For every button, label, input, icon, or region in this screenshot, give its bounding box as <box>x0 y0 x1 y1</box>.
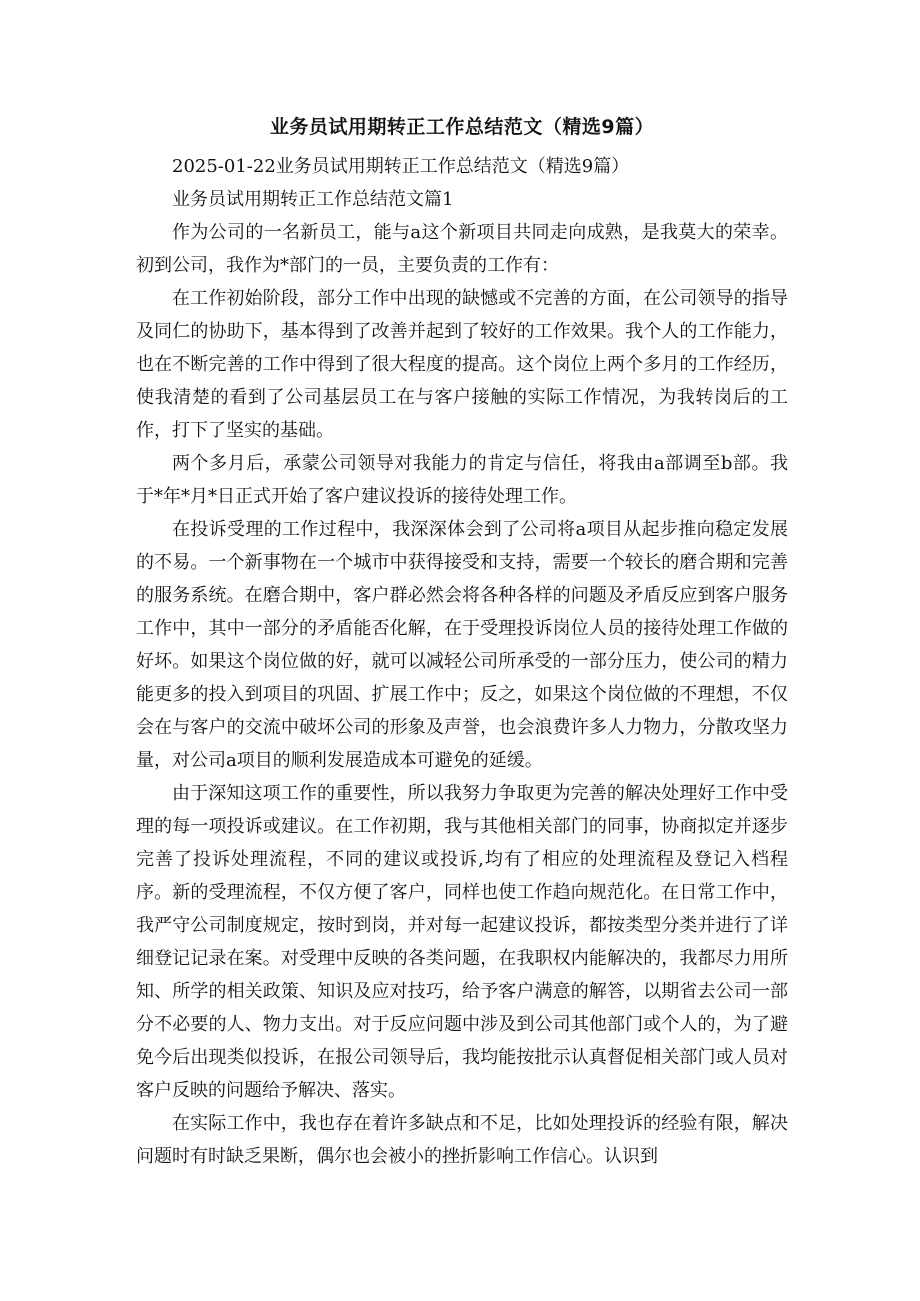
paragraph-1: 作为公司的一名新员工，能与a这个新项目共同走向成熟，是我莫大的荣幸。初到公司，我作为*部门的一员，主要负责的工作有： <box>136 222 788 276</box>
section-heading: 业务员试用期转正工作总结范文篇1 <box>172 189 454 210</box>
paragraph-5: 由于深知这项工作的重要性，所以我努力争取更为完善的解决处理好工作中受理的每一项投诉或建议。在工作初期，我与其他相关部门的同事，协商拟定并逐步完善了投诉处理流程，不同的建议或投诉,均有了相应的处理流程及登记入档程序。新的受理流程，不仅方便了客户，同样也使工作趋向规范化。在日常工作中，我严守公司制度规定，按时到岗，并对每一起建议投诉，都按类型分类并进行了详细登记记录在案。对受理中反映的各类问题，在我职权内能解决的，我都尽力用所知、所学的相关政策、知识及应对技巧，给予客户满意的解答，以期省去公司一部分不必要的人、物力支出。对于反应问题中涉及到公司其他部门或个人的，为了避免今后出现类似投诉，在报公司领导后，我均能按批示认真督促相关部门或人员对客户反映的问题给予解决、落实。 <box>136 783 788 1101</box>
document-page <box>136 112 788 1173</box>
paragraph-3: 两个多月后，承蒙公司领导对我能力的肯定与信任，将我由a部调至b部。我于*年*月*日正式开始了客户建议投诉的接待处理工作。 <box>136 453 788 507</box>
paragraph-6: 在实际工作中，我也存在着许多缺点和不足，比如处理投诉的经验有限，解决问题时有时缺乏果断，偶尔也会被小的挫折影响工作信心。认识到 <box>136 1113 788 1167</box>
document-date-line: 2025-01-22业务员试用期转正工作总结范文（精选9篇） <box>172 156 630 177</box>
document-title: 业务员试用期转正工作总结范文（精选9篇） <box>269 116 655 138</box>
paragraph-2: 在工作初始阶段，部分工作中出现的缺憾或不完善的方面，在公司领导的指导及同仁的协助下，基本得到了改善并起到了较好的工作效果。我个人的工作能力，也在不断完善的工作中得到了很大程度的提高。这个岗位上两个多月的工作经历，使我清楚的看到了公司基层员工在与客户接触的实际工作情况，为我转岗后的工作，打下了坚实的基础。 <box>136 288 788 441</box>
paragraph-4: 在投诉受理的工作过程中，我深深体会到了公司将a项目从起步推向稳定发展的不易。一个新事物在一个城市中获得接受和支持，需要一个较长的磨合期和完善的服务系统。在磨合期中，客户群必然会将各种各样的问题及矛盾反应到客户服务工作中，其中一部分的矛盾能否化解，在于受理投诉岗位人员的接待处理工作做的好坏。如果这个岗位做的好，就可以减轻公司所承受的一部分压力，使公司的精力能更多的投入到项目的巩固、扩展工作中；反之，如果这个岗位做的不理想，不仅会在与客户的交流中破坏公司的形象及声誉，也会浪费许多人力物力，分散攻坚力量，对公司a项目的顺利发展造成本可避免的延缓。 <box>136 519 788 771</box>
